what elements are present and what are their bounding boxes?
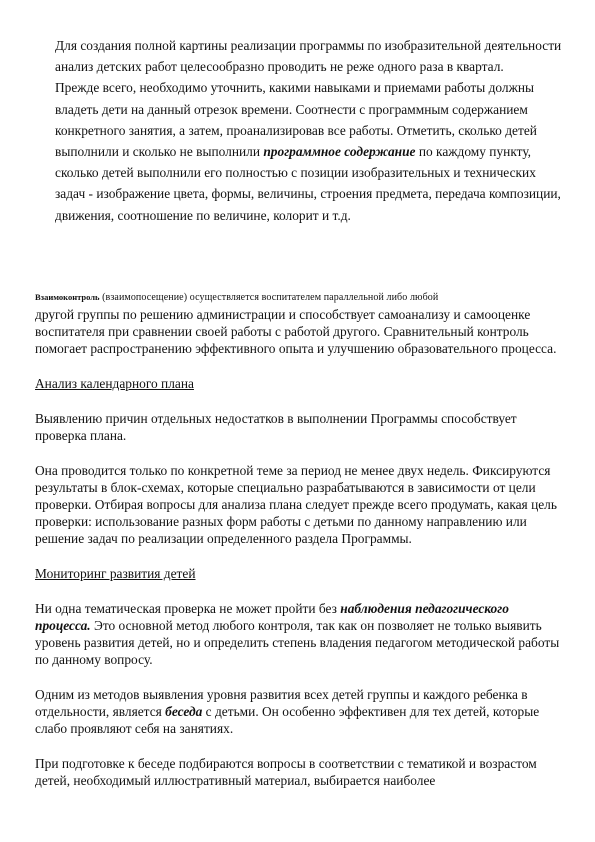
- paragraph-observation: [35, 600, 565, 668]
- main-block: [35, 287, 565, 789]
- text-fragment: (взаимопосещение) осуществляется воспитателем параллельной либо любой: [99, 292, 439, 303]
- paragraph-mutual-control: [35, 287, 565, 357]
- paragraph-preparation: При подготовке к беседе подбираются вопросы в соответствии с тематикой и возрастом детей, необходимый иллюстративный материал, выбирается наиболее: [35, 756, 537, 788]
- paragraph-conversation: [35, 686, 565, 737]
- text-fragment: Это основной метод любого контроля, так как он позволяет не только выявить уровень развития детей, но и определить степень владения педагогом методической работы по данному вопросу.: [35, 618, 560, 667]
- text-fragment: другой группы по решению администрации и способствует самоанализу и самооценке воспитателя при сравнении своей работы с работой другого. Сравнительный контроль помогает распространению эффективного опыта и улучшению образовательного процесса.: [35, 307, 557, 356]
- term-mutual-control: Взаимоконтроль: [35, 292, 100, 302]
- emphasis-observation: наблюдения педагогического процесса.: [35, 601, 509, 633]
- text-fragment: по каждому пункту, сколько детей выполнили его полностью с позиции изобразительных и технических задач - изображение цвета, формы, величины, строения предмета, передача композиции, движения, соотношение по величине, колорит и т.д.: [55, 144, 561, 223]
- emphasis-program-content: программное содержание: [263, 144, 416, 160]
- text-fragment: Одним из методов выявления уровня развития всех детей группы и каждого ребенка в отдельности, является: [35, 687, 528, 719]
- paragraph-program-content: [55, 77, 567, 225]
- paragraph-plan-check: Выявлению причин отдельных недостатков в выполнении Программы способствует проверка плана.: [35, 411, 517, 443]
- text-fragment: Прежде всего, необходимо уточнить, какими навыками и приемами работы должны владеть дети на данный отрезок времени. Соотнести с программным содержанием конкретного занятия, а затем, проанализировав все работы. Отметить, сколько детей выполнили и сколько не выполнили: [55, 80, 537, 160]
- emphasis-conversation: беседа: [165, 704, 203, 719]
- text-fragment: с детьми. Он особенно эффективен для тех детей, которые слабо проявляют себя на занятиях.: [35, 704, 540, 736]
- text-fragment: Ни одна тематическая проверка не может пройти без: [35, 601, 341, 616]
- paragraph-plan-details: Она проводится только по конкретной теме за период не менее двух недель. Фиксируются результаты в блок-схемах, которые специально разрабатываются в зависимости от цели проверки. Отбирая вопросы для анализа плана следует прежде всего продумать, какая цель проверки: использование разных форм работы с детьми по данному направлению или решение задач по реализации определенного раздела Программы.: [35, 463, 557, 546]
- heading-monitoring: Мониторинг развития детей: [35, 566, 196, 581]
- heading-calendar-plan: Анализ календарного плана: [35, 376, 194, 391]
- intro-block: [55, 35, 567, 226]
- paragraph-analysis-frequency: Для создания полной картины реализации программы по изобразительной деятельности анализ детских работ целесообразно проводить не реже одного раза в квартал.: [55, 38, 562, 75]
